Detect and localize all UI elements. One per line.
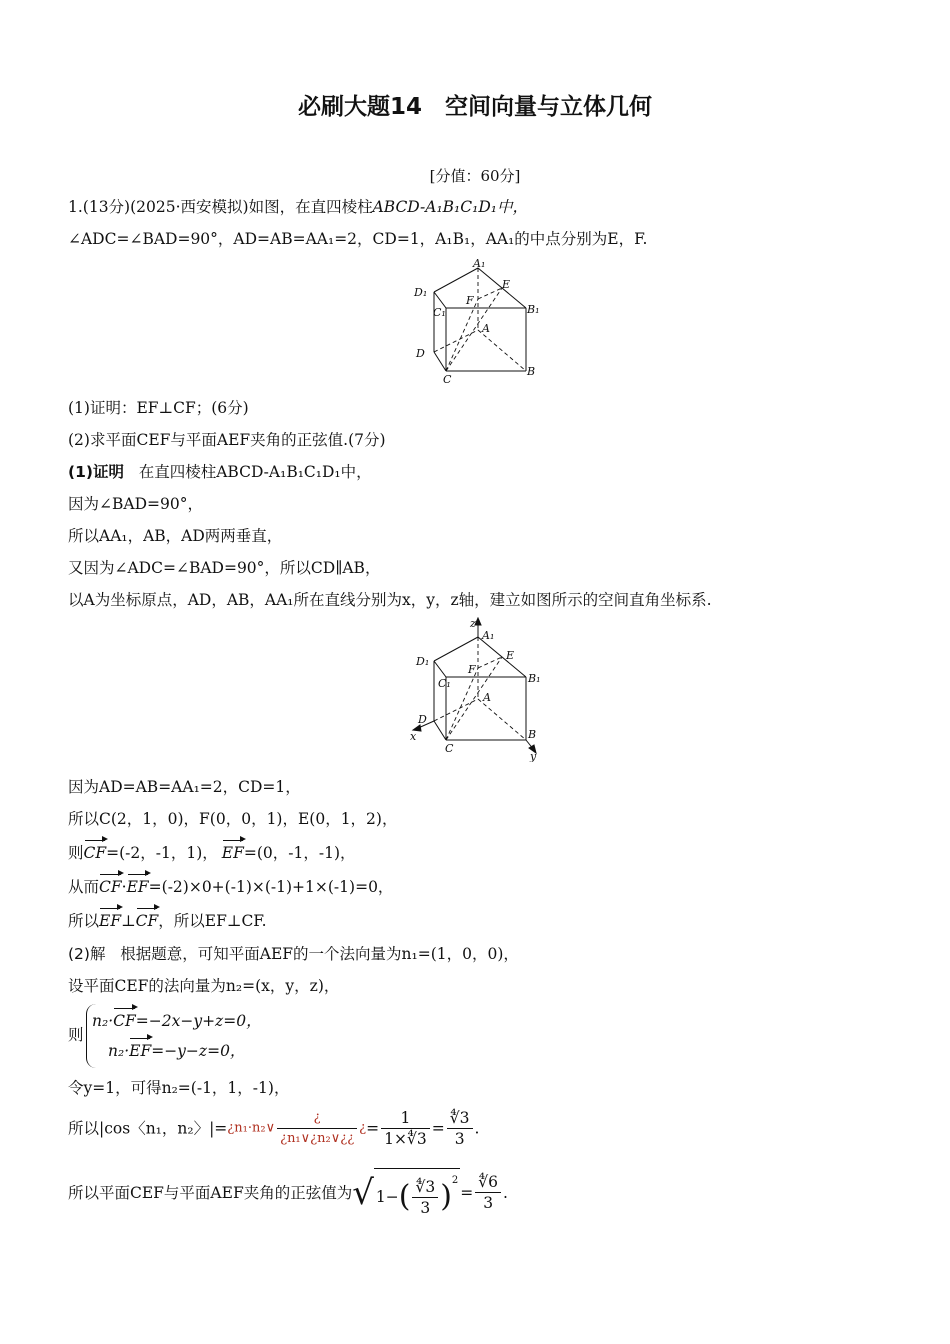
vector-CF: CF <box>83 844 107 862</box>
label-C1-2: C₁ <box>438 677 451 690</box>
label-C1: C₁ <box>433 306 446 319</box>
text: =−2x−y+z=0， <box>135 1012 262 1030</box>
text: n₂· <box>92 1012 114 1030</box>
page-title: 必刷大题14 空间向量与立体几何 <box>297 94 652 120</box>
question-2: (2)求平面CEF与平面AEF夹角的正弦值.(7分) <box>68 431 386 449</box>
label-A: A <box>482 322 490 335</box>
text: =(-2)×0+(-1)×(-1)+1×(-1)=0， <box>148 878 394 896</box>
text: 从而 <box>68 878 100 896</box>
garbled-tail: ¿ <box>359 1120 367 1136</box>
vector-CF: CF <box>113 1012 136 1030</box>
period: . <box>503 1183 508 1202</box>
fraction-denominator: 1×∜3 <box>384 1130 427 1148</box>
label-B1: B₁ <box>527 303 540 316</box>
garbled-bottom: ¿n₁∨¿n₂∨¿¿ <box>280 1131 355 1146</box>
text: 所以|cos〈n₁，n₂〉|= <box>68 1119 228 1138</box>
text: 1− <box>375 1188 399 1206</box>
solution-step-5: 因为AD=AB=AA₁=2，CD=1， <box>68 778 301 796</box>
period: . <box>474 1119 480 1138</box>
system-label: 则 <box>68 1026 84 1044</box>
fraction-numerator: ∜6 <box>475 1172 501 1193</box>
dot-operator: · <box>121 878 127 896</box>
left-paren: ( <box>398 1179 411 1214</box>
solution-step-2: 所以AA₁，AB，AD两两垂直， <box>68 527 283 545</box>
fraction-1 <box>381 1108 430 1149</box>
label-D-2: D <box>418 713 427 726</box>
garbled-top: ¿ <box>277 1108 357 1129</box>
fraction-result <box>475 1172 501 1213</box>
solution-step-4: 以A为坐标原点，AD，AB，AA₁所在直线分别为x，y，z轴，建立如图所示的空间直角坐标系. <box>68 591 712 609</box>
problem-prism: ABCD-A₁B₁C₁D₁中， <box>372 198 528 216</box>
prism-figure-2 <box>408 617 548 762</box>
solution-text-2: 根据题意，可知平面AEF的一个法向量为n₁=(1，0，0)， <box>120 945 519 963</box>
solution-label-2: (2)解 <box>68 945 106 963</box>
solution-part-2-header <box>68 943 519 965</box>
garbled-fraction <box>277 1108 357 1149</box>
question-1: (1)证明：EF⊥CF；(6分) <box>68 399 249 417</box>
label-B: B <box>527 365 536 378</box>
solution-step-12: 令y=1，可得n₂=(-1，1，-1)， <box>68 1079 290 1097</box>
axis-y-label: y <box>530 750 537 762</box>
vector-EF: EF <box>221 844 244 862</box>
solution-step-10: 设平面CEF的法向量为n₂=(x，y，z)， <box>68 977 340 995</box>
label-F: F <box>466 294 474 307</box>
text: =−y−z=0， <box>151 1042 246 1060</box>
vector-EF: EF <box>99 912 122 930</box>
solution-step-9 <box>68 910 267 932</box>
label-A-2: A <box>483 691 491 704</box>
fraction-inner <box>412 1177 438 1218</box>
axis-x-label: x <box>410 730 417 743</box>
equation-row-1 <box>92 1010 262 1032</box>
sqrt-sign: √ <box>352 1172 374 1213</box>
solution-step-14 <box>68 1168 508 1218</box>
label-A1-2: A₁ <box>482 629 495 642</box>
solution-part-1-header <box>68 461 372 483</box>
text: =(0，-1，-1)， <box>243 844 356 862</box>
exponent: 2 <box>451 1175 459 1186</box>
solution-step-1: 因为∠BAD=90°， <box>68 495 203 513</box>
label-E: E <box>502 278 511 291</box>
equals: = <box>460 1183 474 1202</box>
label-C: C <box>443 373 452 386</box>
right-paren: ) <box>440 1179 452 1214</box>
equals: = <box>431 1119 445 1138</box>
perp-symbol: ⊥ <box>121 912 136 930</box>
solution-step-7 <box>68 842 356 864</box>
label-F-2: F <box>468 663 476 676</box>
solution-step-13 <box>68 1108 479 1149</box>
label-A1: A₁ <box>473 258 486 270</box>
text: 所以 <box>68 912 100 930</box>
vector-EF: EF <box>126 878 149 896</box>
fraction-numerator: 1 <box>381 1108 430 1129</box>
text: 则 <box>68 844 84 862</box>
solution-step-8 <box>68 876 393 898</box>
prism-figure-1 <box>410 258 545 388</box>
text: 所以平面CEF与平面AEF夹角的正弦值为 <box>68 1183 353 1202</box>
solution-step-6: 所以C(2，1，0)，F(0，0，1)，E(0，1，2)， <box>68 810 398 828</box>
label-C-2: C <box>445 742 454 755</box>
equals: = <box>366 1119 380 1138</box>
fraction-numerator: ∜3 <box>447 1108 473 1129</box>
sqrt-body <box>374 1168 460 1218</box>
text: =(-2，-1，1)， <box>106 844 218 862</box>
solution-label-1: (1)证明 <box>68 463 124 481</box>
vector-CF: CF <box>99 878 122 896</box>
label-E-2: E <box>506 649 515 662</box>
text: ，所以EF⊥CF. <box>158 912 267 930</box>
text: n₂· <box>108 1042 130 1060</box>
axis-z-label: z <box>470 617 476 630</box>
problem-line-1 <box>68 196 528 218</box>
solution-text-1: 在直四棱柱ABCD-A₁B₁C₁D₁中， <box>138 463 372 481</box>
score-label: [分值：60分] <box>429 167 521 185</box>
label-B-2: B <box>528 728 537 741</box>
equation-row-2 <box>108 1040 245 1062</box>
fraction-denominator: 3 <box>454 1130 465 1148</box>
label-B1-2: B₁ <box>528 672 541 685</box>
fraction-denominator: 3 <box>483 1194 494 1213</box>
problem-line-2: ∠ADC=∠BAD=90°，AD=AB=AA₁=2，CD=1，A₁B₁，AA₁的中点分别为E，F. <box>68 230 648 248</box>
solution-step-3: 又因为∠ADC=∠BAD=90°，所以CD∥AB， <box>68 559 381 577</box>
label-D: D <box>416 347 425 360</box>
problem-source: 1.(13分)(2025·西安模拟)如图，在直四棱柱 <box>68 198 373 216</box>
fraction-numerator: ∜3 <box>412 1177 438 1198</box>
garbled-numerator: ¿n₁·n₂∨ <box>227 1120 276 1136</box>
label-D1-2: D₁ <box>416 655 430 668</box>
vector-EF: EF <box>129 1042 152 1060</box>
label-D1: D₁ <box>414 286 428 299</box>
vector-CF: CF <box>135 912 159 930</box>
fraction-denominator: 3 <box>420 1198 431 1217</box>
fraction-2 <box>447 1108 473 1149</box>
